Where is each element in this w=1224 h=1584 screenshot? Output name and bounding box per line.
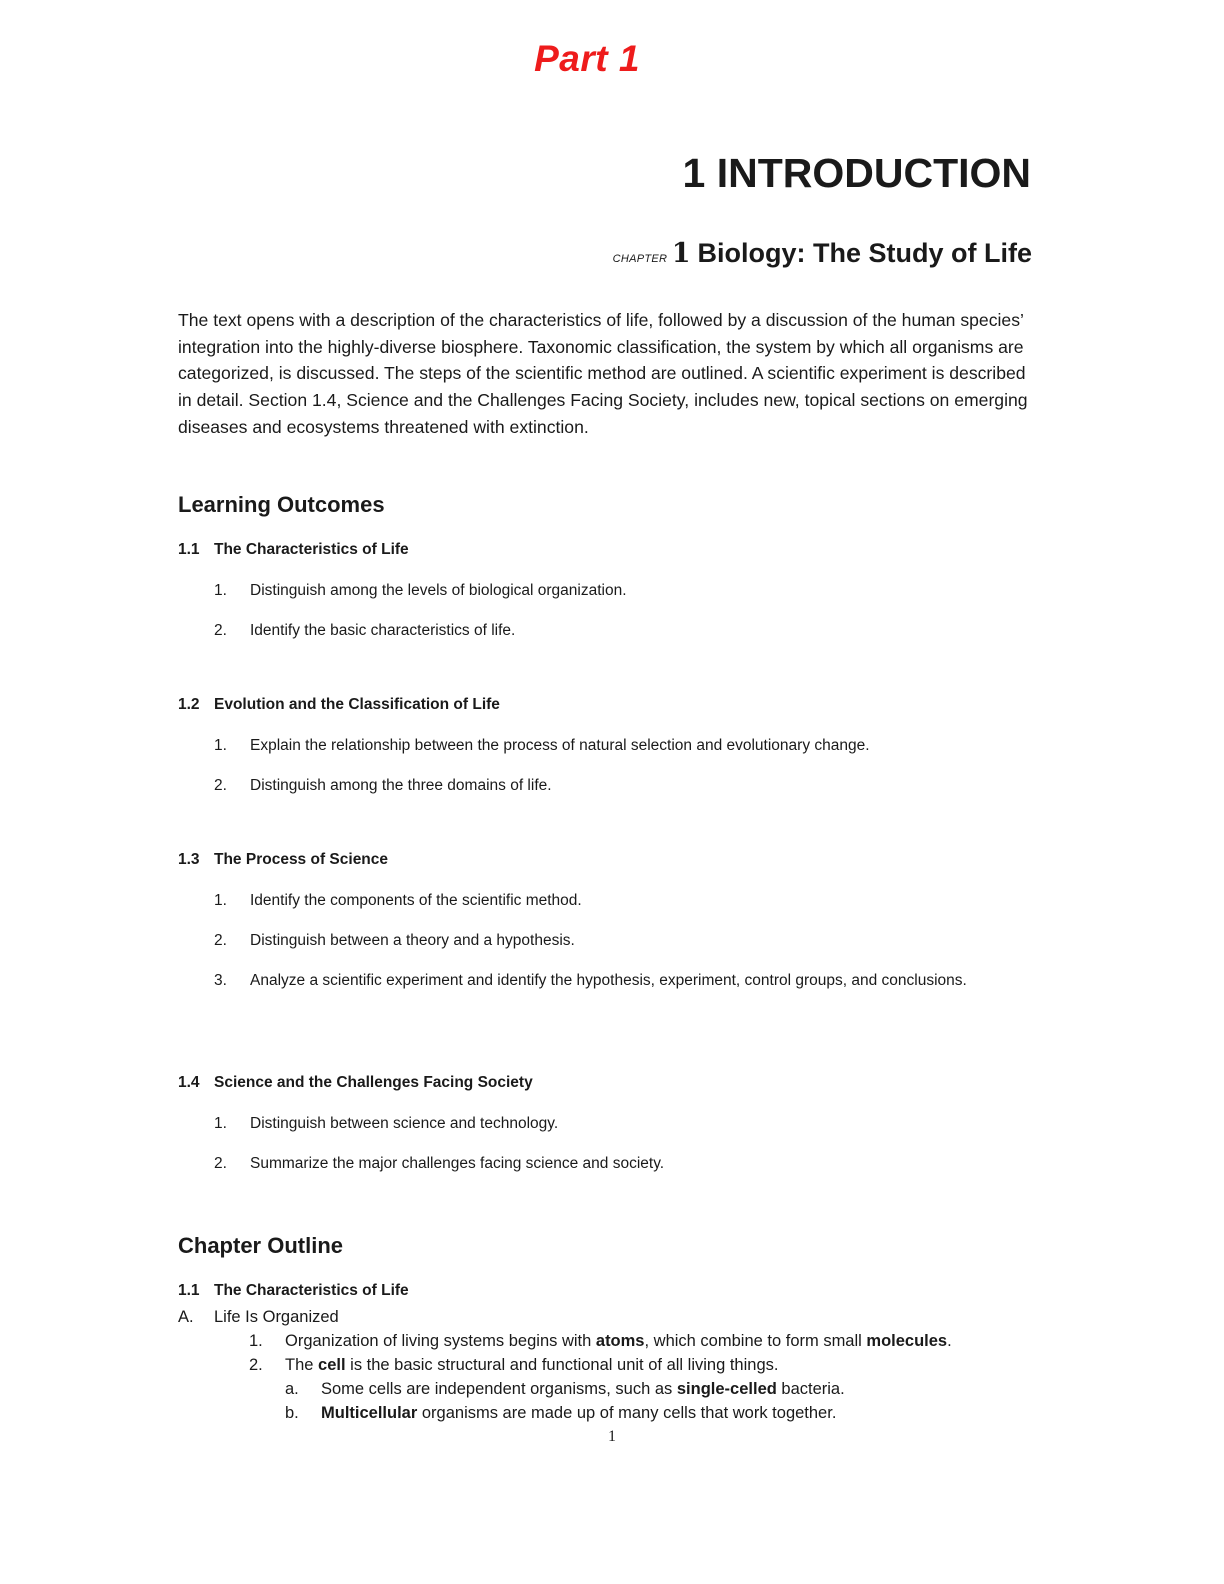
list-item-text: Distinguish between a theory and a hypothesis.: [250, 932, 575, 949]
lo-section-heading: [178, 1074, 533, 1092]
outline-bold-term: cell: [318, 1356, 346, 1374]
outline-item-text: Life Is Organized: [214, 1308, 339, 1326]
outline-text: Organization of living systems begins with: [285, 1332, 596, 1350]
outline-item-2a: [285, 1378, 845, 1400]
outline-text: The: [285, 1356, 319, 1374]
outline-item-1: [249, 1330, 952, 1352]
outline-bold-term: single-celled: [676, 1380, 777, 1398]
lo-section-heading: [178, 541, 409, 559]
list-item-number: 2.: [214, 1155, 227, 1172]
outline-bold-term: atoms: [595, 1332, 645, 1350]
chapter-heading: [613, 238, 1032, 269]
learning-outcomes-heading: Learning Outcomes: [178, 492, 385, 517]
outline-text: organisms are made up of many cells that work together.: [417, 1404, 837, 1422]
list-item-text: Identify the components of the scientific method.: [250, 892, 582, 909]
list-item: [214, 732, 1024, 759]
outline-text: .: [947, 1332, 952, 1350]
outline-item-number: 1.: [249, 1332, 263, 1350]
list-item: [214, 1110, 1024, 1137]
outline-section-title: The Characteristics of Life: [214, 1282, 409, 1299]
list-item-number: 2.: [214, 622, 227, 639]
outline-item-a: [178, 1306, 339, 1328]
list-item-text: Summarize the major challenges facing science and society.: [250, 1155, 665, 1172]
lo-section-title: The Process of Science: [214, 851, 389, 868]
list-item-text: Distinguish among the levels of biological organization.: [250, 582, 627, 599]
chapter-number: 1: [671, 238, 691, 269]
list-item-number: 1.: [214, 1115, 227, 1132]
outline-item-letter: a.: [285, 1380, 299, 1398]
outline-text: is the basic structural and functional unit of all living things.: [345, 1356, 779, 1374]
section-title: 1 INTRODUCTION: [682, 150, 1031, 196]
outline-text: Some cells are independent organisms, such as: [321, 1380, 677, 1398]
chapter-label: CHAPTER: [612, 253, 668, 265]
lo-section-number: 1.1: [178, 541, 200, 558]
list-item-text: Distinguish between science and technology.: [250, 1115, 559, 1132]
outline-text: bacteria.: [776, 1380, 845, 1398]
outline-bold-term: molecules: [866, 1332, 948, 1350]
outline-section-heading: [178, 1282, 409, 1300]
lo-section-heading: [178, 696, 500, 714]
list-item: [214, 927, 1024, 954]
list-item-number: 2.: [214, 932, 227, 949]
list-item-text: Distinguish among the three domains of life.: [250, 777, 552, 794]
outline-item-2: [249, 1354, 778, 1376]
list-item: [214, 1150, 1024, 1177]
list-item: [214, 772, 1024, 799]
list-item: [214, 577, 1024, 604]
lo-section-title: Science and the Challenges Facing Society: [214, 1074, 533, 1091]
chapter-title: Biology: The Study of Life: [697, 238, 1032, 268]
lo-section-heading: [178, 851, 388, 869]
outline-bold-term: Multicellular: [321, 1404, 418, 1422]
intro-paragraph: The text opens with a description of the characteristics of life, followed by a discussion of the human species’ integration into the highly-diverse biosphere. Taxonomic classification, the system by which all organisms are categorized, is discussed. The steps of the scientific method are outlined. A scientific experiment is described in detail. Section 1.4, Science and the Challenges Facing Society, includes new, topical sections on emerging diseases and ecosystems threatened with extinction.: [178, 310, 1028, 437]
list-item-number: 3.: [214, 972, 227, 989]
outline-item-letter: b.: [285, 1404, 299, 1422]
list-item-text: Identify the basic characteristics of life.: [250, 622, 516, 639]
list-item-number: 2.: [214, 777, 227, 794]
list-item: [214, 887, 1024, 914]
list-item-text: Explain the relationship between the process of natural selection and evolutionary change.: [250, 737, 870, 754]
list-item-text: Analyze a scientific experiment and identify the hypothesis, experiment, control groups, and conclusions.: [250, 972, 967, 989]
page-number: 1: [608, 1428, 616, 1445]
outline-item-number: 2.: [249, 1356, 263, 1374]
lo-section-title: Evolution and the Classification of Life: [214, 696, 500, 713]
lo-section-number: 1.2: [178, 696, 200, 713]
chapter-outline-heading: Chapter Outline: [178, 1233, 344, 1258]
part-title: Part 1: [534, 38, 640, 79]
list-item: [214, 967, 1024, 994]
list-item: [214, 617, 1024, 644]
lo-section-number: 1.4: [178, 1074, 200, 1091]
outline-text: , which combine to form small: [644, 1332, 867, 1350]
outline-item-2b: [285, 1402, 836, 1424]
lo-section-number: 1.3: [178, 851, 200, 868]
outline-section-number: 1.1: [178, 1282, 200, 1299]
list-item-number: 1.: [214, 582, 227, 599]
list-item-number: 1.: [214, 892, 227, 909]
list-item-number: 1.: [214, 737, 227, 754]
outline-item-letter: A.: [178, 1308, 194, 1326]
lo-section-title: The Characteristics of Life: [214, 541, 409, 558]
